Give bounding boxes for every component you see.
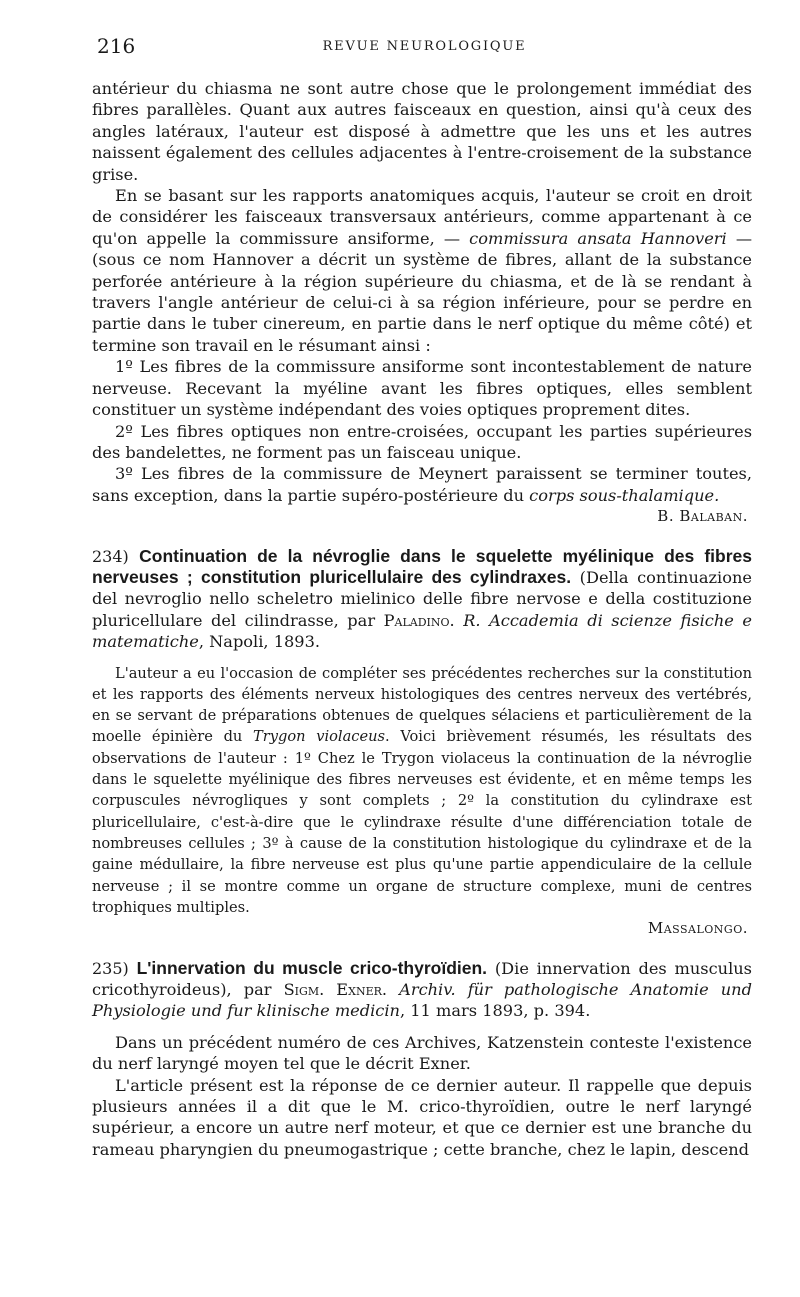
entry-number: 234) [92, 546, 129, 566]
italic-term: Trygon violaceus [253, 728, 385, 746]
author-name: Paladino [383, 610, 450, 630]
entry-number: 235) [92, 958, 129, 978]
journal-name: Archiv. für pathologische Anatomie und Physiologie und fur klinische medicin [92, 979, 752, 1021]
author-name: Sigm. Exner [283, 979, 382, 999]
page-body [92, 78, 752, 1160]
signature-balaban: B. Balaban. [657, 507, 748, 526]
text-run: En se basant sur les rapports anatomiques acquis, l'auteur se croit en droit de considérer les faisceaux transversaux antérieurs, comme appartenant à ce qu'on appelle la commissure ansiforme, — [92, 186, 752, 248]
entry-235-heading [92, 958, 752, 1022]
entry-235-paragraph-1: Dans un précédent numéro de ces Archives, Katzenstein conteste l'existence du nerf laryngé moyen tel que le décrit Exner. [92, 1032, 752, 1074]
italic-term: commissura ansata Hannoveri [469, 228, 727, 248]
running-title: REVUE NEUROLOGIQUE [322, 39, 527, 54]
reference-text: . [381, 979, 400, 999]
text-run: L'auteur a eu l'occasion de compléter ses précédentes recherches sur la constitution et les rapports des éléments nerveux histologiques des centres nerveux des vertébrés, en se servant de préparations obtenues de quelques sélaciens et particulièrement de la moelle épinière du [92, 664, 752, 746]
page-header [97, 34, 752, 64]
entry-234-heading [92, 546, 752, 653]
paragraph-continuation: antérieur du chiasma ne sont autre chose que le prolongement immédiat des fibres parallèles. Quant aux autres faisceaux en question, ainsi qu'à ceux des angles latéraux, l'auteur est disposé à admettre que les uns et les autres naissent également des cellules adjacentes à l'entre-croisement de la substance grise. [92, 79, 752, 184]
text-run: 3º Les fibres de la commissure de Meynert paraissent se terminer toutes, sans exception, dans la partie supéro-postérieure du [92, 464, 752, 505]
entry-title: Continuation de la névroglie dans le squelette myélinique des fibres nerveuses ; constitution pluricellulaire des cylindraxes. [92, 545, 752, 587]
journal-name: R. Accademia di scienze fisiche e matematiche [92, 610, 752, 652]
conclusion-3 [92, 463, 752, 506]
signature-massalongo: Massalongo. [647, 919, 748, 938]
reference-text: (Die innervation des musculus cricothyroideus), par [92, 958, 752, 999]
reference-text: , Napoli, 1893. [198, 632, 321, 652]
reference-text: , 11 mars 1893, p. 394. [399, 1001, 591, 1021]
entry-title: L'innervation du muscle crico-thyroïdien. [136, 957, 488, 978]
entry-235-paragraph-2: L'article présent est la réponse de ce dernier auteur. Il rappelle que depuis plusieurs années il a dit que le M. crico-thyroïdien, outre le nerf laryngé supérieur, a encore un autre nerf moteur, et que ce dernier est une branche du rameau pharyngien du pneumogastrique ; cette branche, chez le lapin, descend [92, 1075, 752, 1159]
conclusion-2: 2º Les fibres optiques non entre-croisées, occupant les parties supérieures des bandelettes, ne forment pas un faisceau unique. [92, 421, 752, 462]
reference-text: . [449, 610, 464, 630]
paragraph-commissure [92, 185, 752, 356]
reference-text: (Della continuazione del nevroglio nello scheletro mielinico delle fibre nervose e della costituzione pluricellulare del cilindrasse, par [92, 567, 752, 630]
page-number: 216 [97, 34, 136, 58]
text-run: . Voici brièvement résumés, les résultats des observations de l'auteur : 1º Chez le Trygon violaceus la continuation de la névroglie dans le squelette myélinique des fibres nerveuses est évidente, et en même temps les corpuscules névrogliques y sont complets ; 2º la constitution du cylindraxe est pluricellulaire, c'est-à-dire que le cylindraxe résulte d'une différenciation totale de nombreuses cellules ; 3º à cause de la constitution histologique du cylindraxe et de la gaine médullaire, la fibre nerveuse est plus qu'une partie appendiculaire de la cellule nerveuse ; il se montre comme un organe de structure complexe, muni de centres trophiques multiples. [92, 728, 752, 916]
italic-term: corps sous-thalamique. [529, 485, 720, 505]
conclusion-1: 1º Les fibres de la commissure ansiforme sont incontestablement de nature nerveuse. Recevant la myéline avant les fibres optiques, elles semblent constituer un système indépendant des voies optiques proprement dites. [92, 357, 752, 420]
entry-234-body [92, 663, 752, 919]
text-run: — (sous ce nom Hannover a décrit un système de fibres, allant de la substance perforée antérieure à la région supérieure du chiasma, et de là se rendant à travers l'angle antérieur de celui-ci à sa région inférieure, pour se perdre en partie dans le tuber cinereum, en partie dans le nerf optique du même côté) et termine son travail en le résumant ainsi : [92, 228, 753, 355]
